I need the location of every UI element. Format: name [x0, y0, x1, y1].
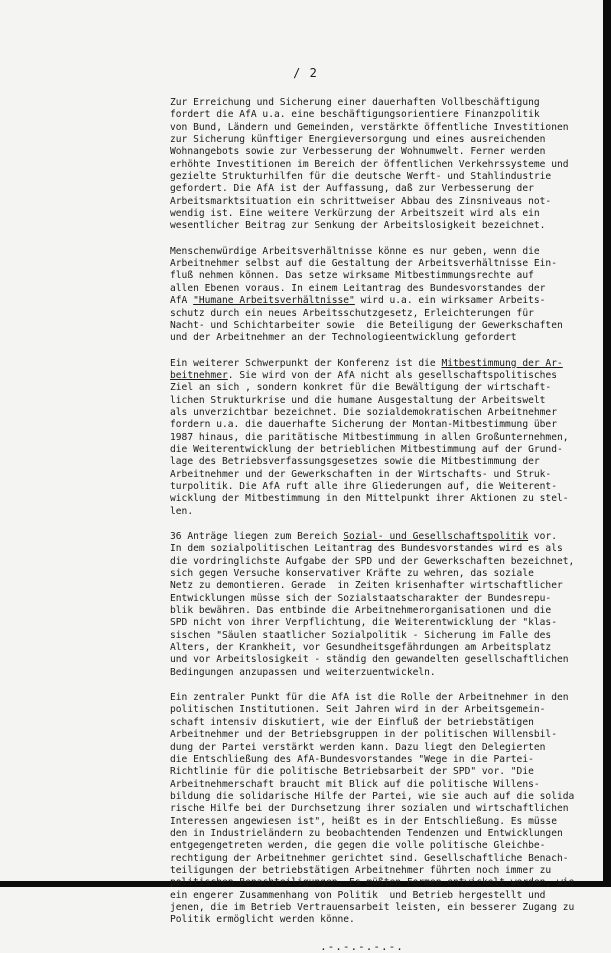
text-line: len. [170, 505, 194, 517]
text-line: die Entschließung des AfA-Bundesvorstandes "Wege in die Partei- [170, 753, 534, 765]
text-line: Ein weiterer Schwerpunkt der Konferenz ist die Mitbestimmung der Ar- [170, 357, 563, 369]
text-line: SPD nicht von ihrer Verpflichtung, die Weiterentwicklung der "klas- [170, 617, 557, 629]
underlined-phrase: Mitbestimmung der Ar- [441, 357, 563, 369]
body-text [170, 97, 602, 953]
text-line: erhöhte Investitionen im Bereich der öffentlichen Verkehrssysteme und [170, 158, 569, 170]
text-line: Politik ermöglicht werden könne. [170, 914, 355, 926]
text-line: Ein zentraler Punkt für die AfA ist die Rolle der Arbeitnehmer in den [170, 692, 569, 704]
text-line: Alters, der Krankheit, vor Gesundheitsgefährdungen am Arbeitsplatz [170, 642, 552, 654]
text-line: blik bewähren. Das entbinde die Arbeitnehmerorganisationen und die [170, 605, 552, 617]
text-line: gezielte Strukturhilfen für die deutsche Werft- und Stahlindustrie [170, 171, 552, 183]
text-line: teiligungen der betriebstätigen Arbeitnehmer führten noch immer zu [170, 864, 552, 876]
text-line: schaft intensiv diskutiert, wie der Einfluß der betriebstätigen [170, 716, 534, 728]
text-line: Bedingungen anzupassen und weiterzuentwickeln. [170, 666, 436, 678]
scan-border-right [603, 0, 611, 887]
text-line: Zur Erreichung und Sicherung einer dauerhaften Vollbeschäftigung [170, 97, 540, 108]
text-line: zur Sicherung künftiger Energieversorgung und eines ausreichenden [170, 134, 546, 146]
text-line: sischen "Säulen staatlicher Sozialpolitik - Sicherung im Falle des [170, 629, 552, 641]
text-line: AfA "Humane Arbeitsverhältnisse" wird u.a. ein wirksamer Arbeits- [170, 295, 546, 307]
text-line: ein engerer Zusammenhang von Politik und Betrieb hergestellt und [170, 889, 546, 901]
text-line: die Weiterentwicklung der betrieblichen Mitbestimmung auf der Grund- [170, 443, 563, 455]
text-line: Interessen angewiesen ist", heißt es in der Entschließung. Es müsse [170, 815, 557, 827]
text-line: von Bund, Ländern und Gemeinden, verstärkte öffentliche Investitionen [170, 121, 569, 133]
text-line: politischen Benachteiligungen. Es müßten Formen entwickelt werden, wie [170, 877, 575, 889]
text-line: lichen Strukturkrise und die humane Ausgestaltung der Arbeitswelt [170, 394, 546, 406]
text-line: Nacht- und Schichtarbeiter sowie die Beteiligung der Gewerkschaften [170, 319, 563, 331]
text-line: wesentlicher Beitrag zur Senkung der Arbeitslosigkeit bezeichnet. [170, 220, 546, 232]
paragraph-politische-institutionen [170, 692, 602, 927]
text-line: 1987 hinaus, die paritätische Mitbestimmung in allen Großunternehmen, [170, 431, 569, 443]
text-line: Arbeitnehmer und der Gewerkschaften in der Wirtschafts- und Struk- [170, 468, 552, 480]
text-line: den in Industrieländern zu beobachtenden Tendenzen und Entwicklungen [170, 827, 563, 839]
paragraph-sozialpolitik [170, 531, 602, 679]
text-line: allen Ebenen voraus. In einem Leitantrag des Bundesvorstandes der [170, 282, 546, 294]
paragraph-mitbestimmung [170, 358, 602, 518]
text-line: In dem sozialpolitischen Leitantrag des Bundesvorstandes wird es als [170, 543, 563, 555]
text-line: sich gegen Versuche konservativer Kräfte zu wehren, das soziale [170, 568, 534, 580]
text-line: Menschenwürdige Arbeitsverhältnisse könne es nur geben, wenn die [170, 245, 540, 257]
text-line: entgegengetreten werden, die gegen die volle politische Gleichbe- [170, 840, 546, 852]
text-line: politischen Institutionen. Seit Jahren wird in der Arbeitsgemein- [170, 704, 546, 716]
end-mark: .-.-.-.-.-. [320, 939, 404, 953]
text-line: lage des Betriebsverfassungsgesetzes sowie die Mitbestimmung der [170, 456, 540, 468]
underlined-phrase: Sozial- und Gesellschaftspolitik [343, 531, 529, 542]
text-line: als unverzichtbar bezeichnet. Die sozialdemokratischen Arbeitnehmer [170, 406, 557, 418]
text-line: fordern u.a. die dauerhafte Sicherung der Montan-Mitbestimmung über [170, 419, 557, 431]
text-line: dung der Partei verstärkt werden kann. Dazu liegt den Delegierten [170, 741, 546, 753]
text-line: Arbeitnehmerschaft braucht mit Blick auf die politische Willens- [170, 778, 540, 790]
underlined-phrase: beitnehmer [170, 369, 228, 381]
text-line: bildung die solidarische Hilfe der Partei, wie sie auch auf die solida [170, 790, 575, 802]
text-line: beitnehmer. Sie wird von der AfA nicht als gesellschaftspolitisches [170, 369, 557, 381]
text-line: schutz durch ein neues Arbeitsschutzgesetz, Erleichterungen für [170, 307, 534, 319]
text-line: die vordringlichste Aufgabe der SPD und der Gewerkschaften bezeichnet, [170, 555, 575, 567]
text-line: wicklung der Mitbestimmung in den Mittelpunkt ihrer Aktionen zu stel- [170, 493, 569, 505]
text-line: und vor Arbeitslosigkeit - ständig den gewandelten gesellschaftlichen [170, 654, 569, 666]
text-line: fordert die AfA u.a. eine beschäftigungsorientiere Finanzpolitik [170, 109, 540, 121]
text-line: rische Hilfe bei der Durchsetzung ihrer sozialen und wirtschaftlichen [170, 803, 569, 815]
text-line: Richtlinie für die politische Betriebsarbeit der SPD" vor. "Die [170, 766, 534, 778]
page-number: / 2 [293, 66, 318, 80]
text-line: Arbeitnehmer und der Betriebsgruppen in der politischen Willensbil- [170, 729, 557, 741]
text-line: jenen, die im Betrieb Vertrauensarbeit leisten, ein besserer Zugang zu [170, 901, 575, 913]
text-line: Arbeitnehmer selbst auf die Gestaltung der Arbeitsverhältnisse Ein- [170, 258, 557, 270]
text-line: turpolitik. Die AfA ruft alle ihre Gliederungen auf, die Weiterent- [170, 480, 557, 492]
paragraph-arbeitsverhaeltnisse [170, 246, 602, 345]
paragraph-vollbeschaeftigung [170, 97, 602, 233]
text-line: wendig ist. Eine weitere Verkürzung der Arbeitszeit wird als ein [170, 208, 540, 220]
text-line: Netz zu demontieren. Gerade in Zeiten krisenhafter wirtschaftlicher [170, 580, 563, 592]
text-line: und der Arbeitnehmer an der Technologieentwicklung gefordert [170, 332, 517, 344]
text-line: gefordert. Die AfA ist der Auffassung, daß zur Verbesserung der [170, 183, 534, 195]
text-line: Ziel an sich , sondern konkret für die Bewältigung der wirtschaft- [170, 382, 552, 394]
text-line: fluß nehmen können. Das setze wirksame Mitbestimmungsrechte auf [170, 270, 534, 282]
text-line: rechtigung der Arbeitnehmer gerichtet sind. Gesellschaftliche Benach- [170, 852, 569, 864]
text-line: 36 Anträge liegen zum Bereich Sozial- und Gesellschaftspolitik vor. [170, 531, 558, 542]
text-line: Entwicklungen müsse sich der Sozialstaatscharakter der Bundesrepu- [170, 592, 552, 604]
underlined-phrase: "Humane Arbeitsverhältnisse" [193, 295, 355, 307]
text-line: Arbeitsmarktsituation ein schrittweiser Abbau des Zinsniveaus not- [170, 195, 552, 207]
text-line: Wohnangebots sowie zur Verbesserung der Wohnumwelt. Ferner werden [170, 146, 546, 158]
